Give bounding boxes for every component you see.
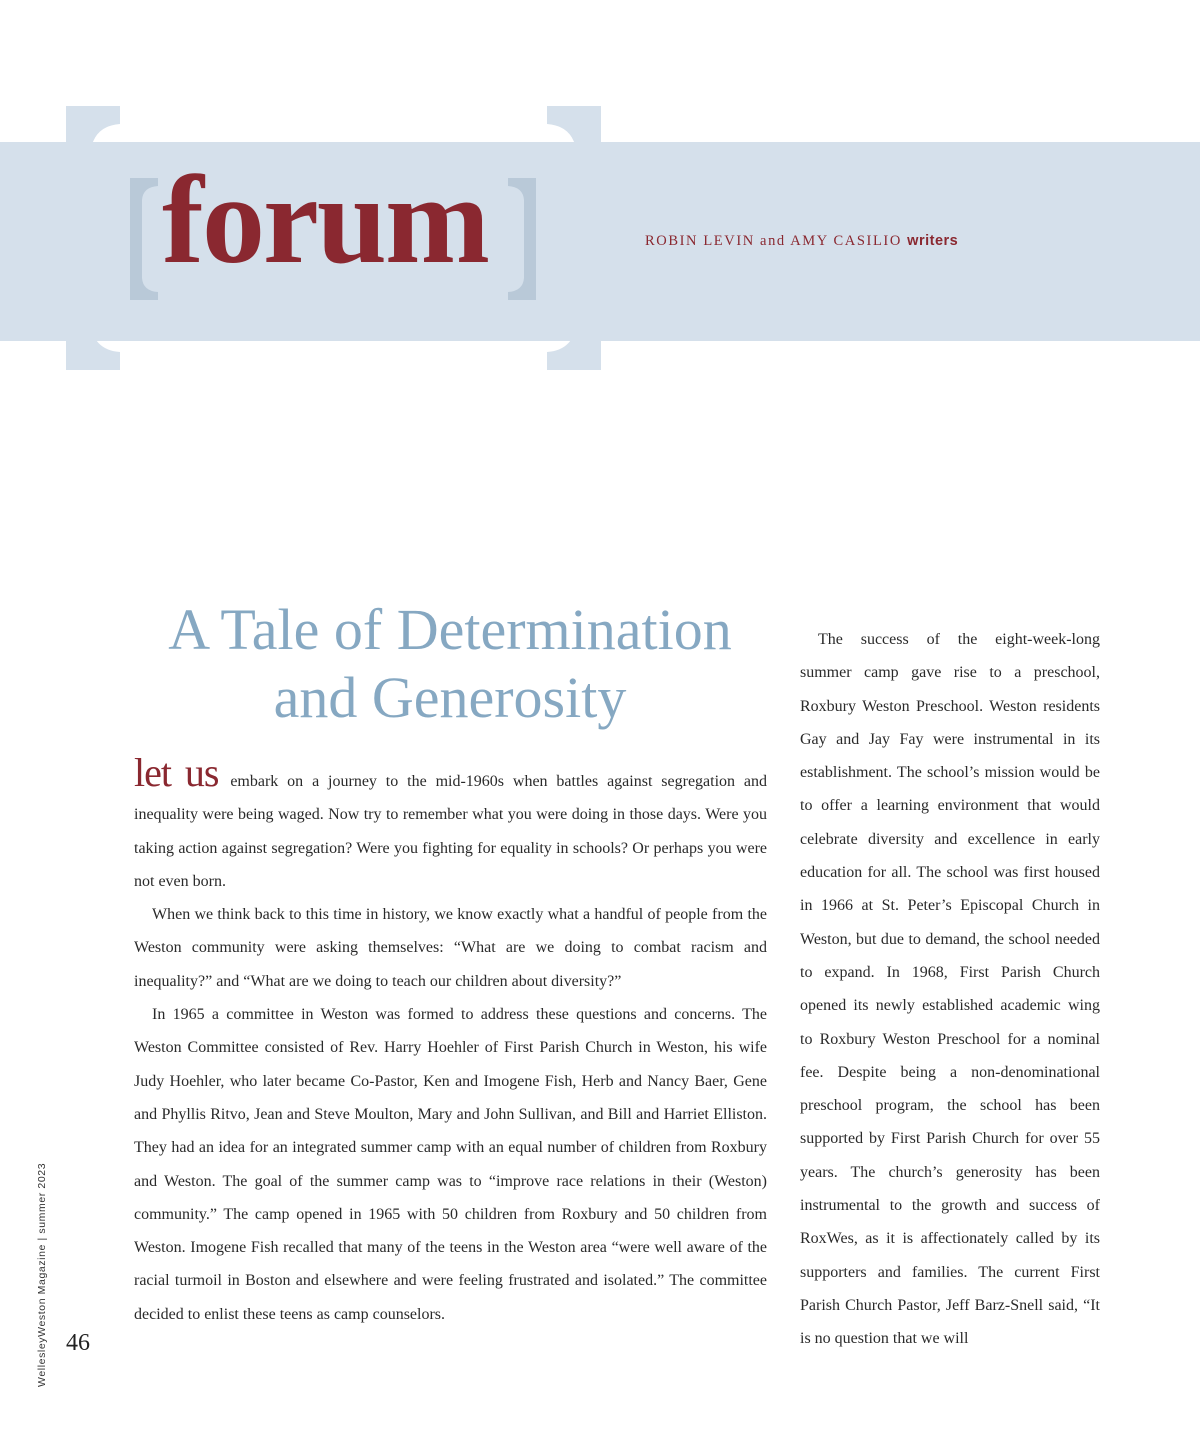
byline-role: writers — [907, 233, 959, 249]
paragraph-3: In 1965 a committee in Weston was formed to address these questions and concerns. The Weston Committee consisted of Rev. Harry Hoehler of First Parish Church in Weston, his wife Judy Hoehler, who later became Co-Pastor, Ken and Imogene Fish, Herb and Nancy Baer, Gene and Phyllis Ritvo, Jean and Steve Moulton, Mary and John Sullivan, and Bill and Harriet Elliston. They had an idea for an integrated summer camp with an equal number of children from Roxbury and Weston. The goal of the summer camp was to “improve race relations in their (Weston) community.” The camp opened in 1965 with 50 children from Roxbury and 50 children from Weston. Imogene Fish recalled that many of the teens in the Weston area “were well aware of the racial turmoil in Boston and elsewhere and were feeling frustrated and isolated.” The committee decided to enlist these teens as camp counselors. — [134, 1006, 767, 1323]
left-column — [134, 750, 768, 1331]
byline — [645, 233, 958, 250]
paragraph-1 — [134, 750, 768, 898]
lead-in: let us — [134, 750, 219, 795]
article-title — [134, 596, 766, 732]
paragraph-1-text: embark on a journey to the mid-1960s when battles against segregation and inequality were being waged. Now try to remember what you were doing in those days. Were you taking action against segregation? Were you fighting for equality in schools? Or perhaps you were not even born. — [134, 773, 768, 890]
large-open-bracket-icon — [66, 106, 120, 370]
byline-names: ROBIN LEVIN and AMY CASILIO — [645, 233, 902, 249]
large-close-bracket-icon — [547, 106, 601, 370]
section-title: forum — [162, 151, 488, 290]
publication-footer: WellesleyWeston Magazine | summer 2023 — [36, 1162, 48, 1387]
paragraph-4: The success of the eight-week-long summer camp gave rise to a preschool, Roxbury Weston Preschool. Weston residents Gay and Jay Fay were instrumental in its establishment. The school’s mission would be to offer a learning environment that would celebrate diversity and excellence in early education for all. The school was first housed in 1966 at St. Peter’s Episcopal Church in Weston, but due to demand, the school needed to expand. In 1968, First Parish Church opened its newly established academic wing to Roxbury Weston Preschool for a nominal fee. Despite being a non-denominational preschool program, the school has been supported by First Parish Church for over 55 years. The church’s generosity has been instrumental to the growth and success of RoxWes, as it is affectionately called by its supporters and families. The current First Parish Church Pastor, Jeff Barz-Snell said, “It is no question that we will — [800, 631, 1100, 1348]
small-open-bracket-icon — [130, 178, 158, 300]
article-title-line-2: and Generosity — [273, 665, 627, 730]
page-number: 46 — [66, 1330, 90, 1356]
small-close-bracket-icon — [508, 178, 536, 300]
right-column — [800, 623, 1100, 1356]
paragraph-2: When we think back to this time in history, we know exactly what a handful of people from the Weston community were asking themselves: “What are we doing to combat racism and inequality?” and “What are we doing to teach our children about diversity?” — [134, 906, 767, 990]
article-title-line-1: A Tale of Determination — [168, 597, 732, 662]
